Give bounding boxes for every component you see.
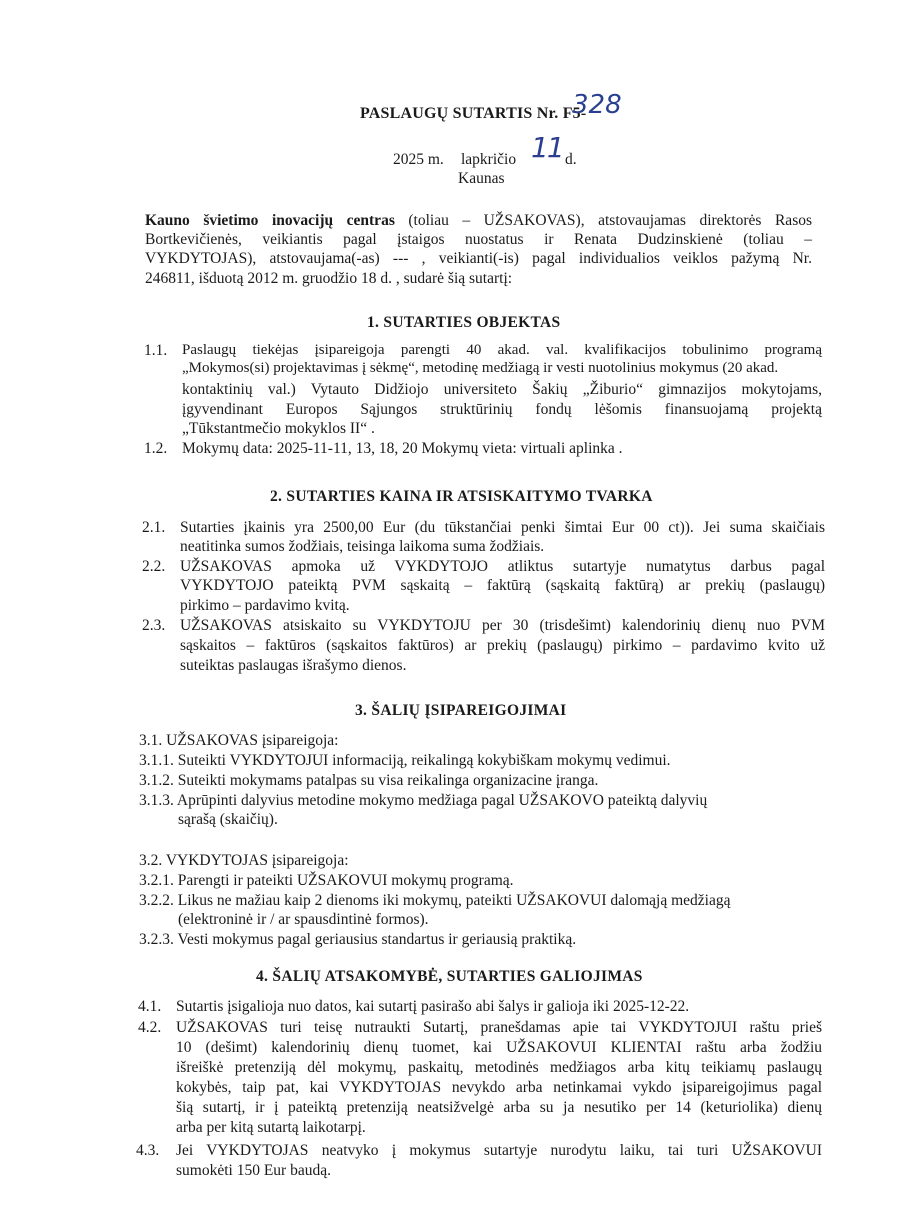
clause-number: 4.3.	[136, 1142, 160, 1159]
clause-3-1-3: 3.1.3. Aprūpinti dalyvius metodine mokymo medžiaga pagal UŽSAKOVO pateiktą dalyvių	[139, 792, 708, 809]
clause-4-3-line: sumokėti 150 Eur baudą.	[176, 1162, 331, 1179]
section-4-heading: 4. ŠALIŲ ATSAKOMYBĖ, SUTARTIES GALIOJIMAS	[256, 968, 643, 985]
clause-number: 2.1.	[142, 519, 166, 536]
clause-3-1-2: 3.1.2. Suteikti mokymams patalpas su visa reikalinga organizacine įranga.	[139, 772, 599, 789]
clause-3-1-3-cont: sąrašą (skaičių).	[178, 811, 278, 828]
title-text: PASLAUGŲ SUTARTIS Nr. F5-	[360, 105, 587, 122]
section-3-heading: 3. ŠALIŲ ĮSIPAREIGOJIMAI	[355, 702, 567, 719]
clause-2-1-line: neatitinka sumos žodžiais, teisinga laikoma suma žodžiais.	[180, 538, 545, 555]
clause-1-1-line: „Mokymos(si) projektavimas į sėkmę“, metodinę medžiagą ir vesti nuotolinius mokymus (20 akad.	[182, 360, 779, 376]
intro-line-3: VYKDYTOJAS), atstovaujama(-as) --- , veikianti(-is) pagal individualios veiklos pažymą Nr.	[145, 250, 812, 267]
intro-line-1-rest: (toliau – UŽSAKOVAS), atstovaujamas direktorės Rasos	[394, 212, 813, 229]
clause-number: 4.2.	[138, 1019, 162, 1036]
clause-2-3-line: sąskaitos – faktūros (sąskaitos faktūros) ar prekių (paslaugų) pirkimo – pardavimo kvito už	[180, 637, 825, 654]
clause-3-2: 3.2. VYKDYTOJAS įsipareigoja:	[139, 852, 349, 869]
clause-1-2-text: Mokymų data: 2025-11-11, 13, 18, 20 Mokymų vieta: virtuali aplinka .	[182, 440, 623, 457]
date-year: 2025 m.	[393, 151, 444, 168]
clause-1-1-line: Paslaugų tiekėjas įsipareigoja parengti 40 akad. val. kvalifikacijos tobulinimo programą	[182, 342, 822, 358]
intro-line-4: 246811, išduotą 2012 m. gruodžio 18 d. , sudarė šią sutartį:	[145, 270, 513, 287]
clause-number: 4.1.	[138, 998, 162, 1015]
clause-3-1: 3.1. UŽSAKOVAS įsipareigoja:	[139, 732, 339, 749]
date-month: lapkričio	[461, 151, 517, 168]
clause-1-1-line: „Tūkstantmečio mokyklos II“ .	[182, 420, 375, 437]
clause-2-1-line: Sutarties įkainis yra 2500,00 Eur (du tūkstančiai penki šimtai Eur 00 ct)). Jei suma skaičiais	[180, 519, 825, 536]
clause-3-2-1: 3.2.1. Parengti ir pateikti UŽSAKOVUI mokymų programą.	[139, 872, 514, 889]
clause-4-3-line: Jei VYKDYTOJAS neatvyko į mokymus sutartyje nurodytu laiku, tai turi UŽSAKOVUI	[176, 1142, 822, 1159]
handwritten-contract-number: 328	[572, 90, 622, 120]
intro-line-1	[145, 211, 812, 230]
date-suffix: d.	[565, 151, 577, 168]
clause-3-2-2-cont: (elektroninė ir / ar spausdintinė formos).	[178, 911, 429, 928]
clause-4-2-line: arba per kitą sutartą laikotarpį.	[176, 1119, 366, 1136]
clause-number: 2.3.	[142, 617, 166, 634]
city: Kaunas	[458, 170, 505, 187]
clause-4-2-line: UŽSAKOVAS turi teisę nutraukti Sutartį, pranešdamas apie tai VYKDYTOJUI raštu prieš	[176, 1019, 822, 1036]
clause-1-1-line: įgyvendinant Europos Sąjungos struktūrinių fondų lėšomis finansuojamą projektą	[182, 401, 822, 418]
clause-2-3-line: suteiktas paslaugas išrašymo dienos.	[180, 657, 407, 674]
clause-2-2-line: VYKDYTOJO pateiktą PVM sąskaitą – faktūrą (sąskaitą faktūrą) ar prekių (paslaugų)	[180, 577, 825, 594]
clause-4-1-text: Sutartis įsigalioja nuo datos, kai sutartį pasirašo abi šalys ir galioja iki 2025-12-22.	[176, 998, 690, 1015]
clause-4-2-line: 10 (dešimt) kalendorinių dienų tuomet, kai UŽSAKOVUI KLIENTAI raštu arba žodžiu	[176, 1039, 822, 1056]
section-1-heading: 1. SUTARTIES OBJEKTAS	[367, 314, 561, 331]
clause-4-2-line: išreiškė pretenziją dėl mokymų, paskaitų, metodinės medžiagos arba kitų teikiamų paslaugų	[176, 1059, 822, 1076]
clause-number: 1.2.	[144, 440, 168, 457]
clause-1-1-line: kontaktinių val.) Vytauto Didžiojo universiteto Šakių „Žiburio“ gimnazijos mokytojams,	[182, 381, 822, 398]
organization-name: Kauno švietimo inovacijų centras	[145, 212, 395, 229]
clause-2-3-line: UŽSAKOVAS atsiskaito su VYKDYTOJU per 30 (trisdešimt) kalendorinių dienų nuo PVM	[180, 617, 825, 634]
clause-number: 2.2.	[142, 558, 166, 575]
clause-number: 1.1.	[144, 342, 168, 359]
clause-2-2-line: UŽSAKOVAS apmoka už VYKDYTOJO atliktus sutartyje numatytus darbus pagal	[180, 558, 825, 575]
handwritten-day: 11	[531, 131, 563, 164]
clause-2-2-line: pirkimo – pardavimo kvitą.	[180, 597, 350, 614]
clause-4-2-line: kokybės, taip pat, kai VYKDYTOJAS nevykdo arba netinkamai vykdo įsipareigojimus pagal	[176, 1079, 822, 1096]
clause-3-2-2: 3.2.2. Likus ne mažiau kaip 2 dienoms iki mokymų, pateikti UŽSAKOVUI dalomąją medžiagą	[139, 892, 731, 909]
intro-line-2: Bortkevičienės, veikiantis pagal įstaigos nuostatus ir Renata Dudzinskienė (toliau –	[145, 231, 812, 248]
clause-3-1-1: 3.1.1. Suteikti VYKDYTOJUI informaciją, reikalingą kokybiškam mokymų vedimui.	[139, 752, 671, 769]
document-title	[360, 104, 586, 123]
clause-3-2-3: 3.2.3. Vesti mokymus pagal geriausius standartus ir geriausią praktiką.	[139, 931, 577, 948]
clause-4-2-line: šią sutartį, ir į pateiktą pretenziją neatsižvelgė arba su ja nesutiko per 14 (keturiolika) dienų	[176, 1099, 822, 1116]
section-2-heading: 2. SUTARTIES KAINA IR ATSISKAITYMO TVARKA	[270, 488, 653, 505]
